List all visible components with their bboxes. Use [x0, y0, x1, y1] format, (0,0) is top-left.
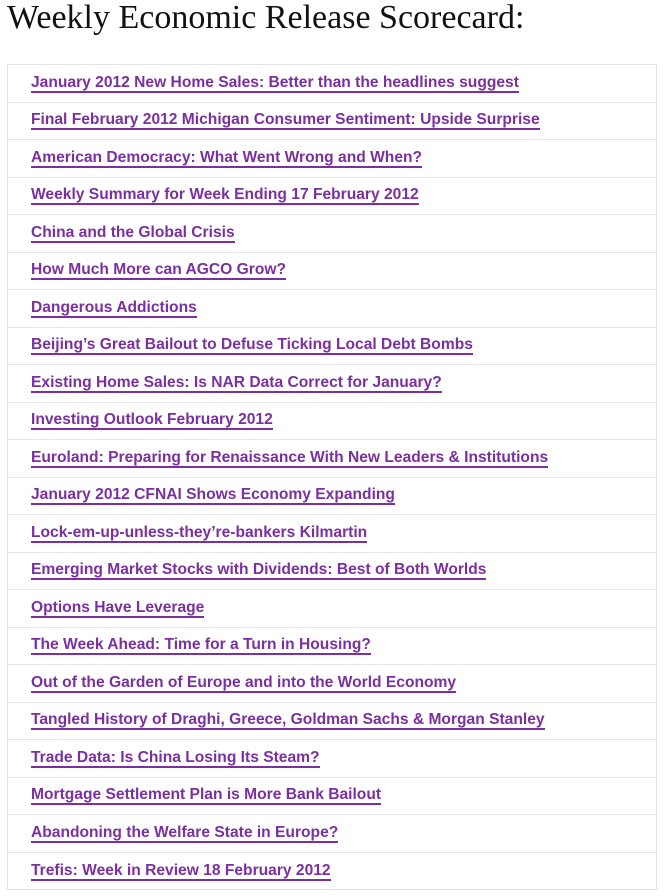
article-link[interactable]: China and the Global Crisis: [31, 223, 235, 241]
list-item: [8, 628, 656, 666]
article-link[interactable]: Options Have Leverage: [31, 598, 205, 616]
article-link[interactable]: January 2012 New Home Sales: Better than the headlines suggest: [31, 73, 519, 91]
article-link[interactable]: How Much More can AGCO Grow?: [31, 261, 286, 279]
list-item: [8, 815, 656, 853]
list-item: [8, 65, 656, 103]
article-link[interactable]: Euroland: Preparing for Renaissance With New Leaders & Institutions: [31, 448, 549, 466]
article-link[interactable]: Investing Outlook February 2012: [31, 411, 273, 429]
list-item: [8, 253, 656, 291]
list-item: [8, 478, 656, 516]
article-link[interactable]: Beijing’s Great Bailout to Defuse Ticking Local Debt Bombs: [31, 336, 473, 354]
list-item: [8, 290, 656, 328]
list-item: [8, 178, 656, 216]
list-item: [8, 103, 656, 141]
list-item: [8, 740, 656, 778]
article-link[interactable]: Trefis: Week in Review 18 February 2012: [31, 861, 331, 879]
list-item: [8, 515, 656, 553]
article-link[interactable]: January 2012 CFNAI Shows Economy Expanding: [31, 486, 395, 504]
article-link[interactable]: Mortgage Settlement Plan is More Bank Bailout: [31, 786, 382, 804]
list-item: [8, 665, 656, 703]
page-title: Weekly Economic Release Scorecard:: [7, 0, 525, 36]
list-item: [8, 215, 656, 253]
article-link[interactable]: Abandoning the Welfare State in Europe?: [31, 823, 339, 841]
list-item: [8, 140, 656, 178]
list-item: [8, 365, 656, 403]
article-link-list: [7, 64, 657, 890]
list-item: [8, 778, 656, 816]
article-link[interactable]: Emerging Market Stocks with Dividends: Best of Both Worlds: [31, 561, 487, 579]
article-link[interactable]: Final February 2012 Michigan Consumer Sentiment: Upside Surprise: [31, 111, 540, 129]
article-link[interactable]: Lock-em-up-unless-they’re-bankers Kilmartin: [31, 523, 368, 541]
article-link[interactable]: Tangled History of Draghi, Greece, Goldman Sachs & Morgan Stanley: [31, 711, 545, 729]
list-item: [8, 853, 656, 891]
article-link[interactable]: The Week Ahead: Time for a Turn in Housing?: [31, 636, 371, 654]
article-link[interactable]: American Democracy: What Went Wrong and When?: [31, 148, 423, 166]
list-item: [8, 328, 656, 366]
article-link[interactable]: Existing Home Sales: Is NAR Data Correct for January?: [31, 373, 442, 391]
list-item: [8, 403, 656, 441]
list-item: [8, 553, 656, 591]
article-link[interactable]: Weekly Summary for Week Ending 17 February 2012: [31, 186, 419, 204]
article-link[interactable]: Trade Data: Is China Losing Its Steam?: [31, 748, 320, 766]
list-item: [8, 440, 656, 478]
article-link[interactable]: Dangerous Addictions: [31, 298, 197, 316]
list-item: [8, 703, 656, 741]
article-link[interactable]: Out of the Garden of Europe and into the World Economy: [31, 673, 457, 691]
list-item: [8, 590, 656, 628]
